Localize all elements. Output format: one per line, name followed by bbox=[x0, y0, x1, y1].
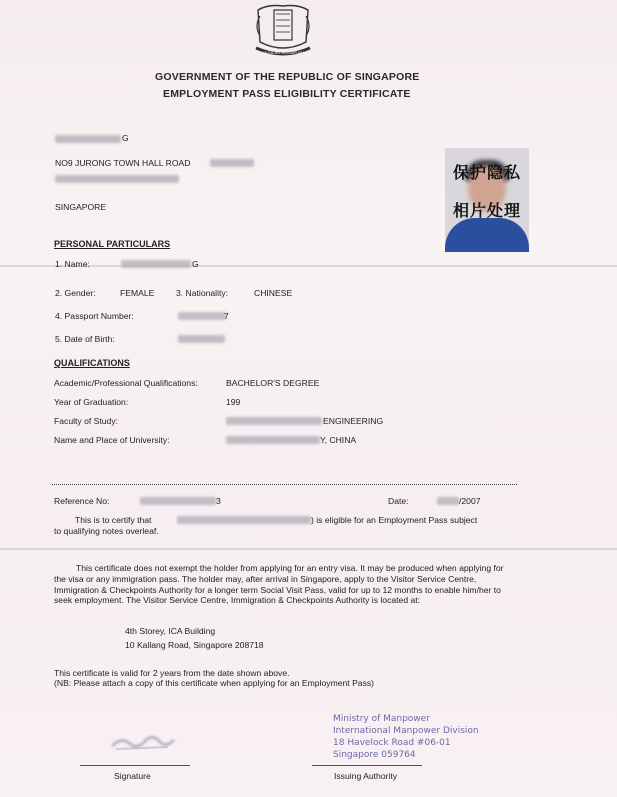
redacted-name bbox=[55, 135, 121, 143]
passport-suffix: 7 bbox=[224, 311, 229, 321]
university-value: Y, CHINA bbox=[320, 435, 357, 445]
issuing-authority-label: Issuing Authority bbox=[334, 771, 398, 781]
nationality-label: 3. Nationality: bbox=[176, 288, 229, 298]
date-value: /2007 bbox=[459, 496, 481, 506]
signature-label: Signature bbox=[114, 771, 151, 781]
personal-particulars-heading: PERSONAL PARTICULARS bbox=[54, 239, 171, 249]
address-street: NO9 JURONG TOWN HALL ROAD bbox=[55, 158, 191, 168]
validity-line2: (NB: Please attach a copy of this certificate when applying for an Employment Pass) bbox=[54, 678, 375, 688]
reference-suffix: 3 bbox=[216, 496, 221, 506]
dotted-separator bbox=[52, 484, 517, 485]
photo-caption-2: 相片处理 bbox=[452, 201, 521, 220]
ministry-line3: 18 Havelock Road #06-01 bbox=[333, 738, 451, 748]
fold-line bbox=[0, 265, 617, 267]
university-label: Name and Place of University: bbox=[54, 435, 170, 445]
redacted-dob bbox=[178, 335, 225, 343]
header-government: GOVERNMENT OF THE REPUBLIC OF SINGAPORE bbox=[155, 71, 420, 83]
ministry-line2: International Manpower Division bbox=[333, 726, 479, 736]
faculty-value: ENGINEERING bbox=[323, 416, 384, 426]
header-title: EMPLOYMENT PASS ELIGIBILITY CERTIFICATE bbox=[163, 88, 411, 100]
fold-line bbox=[0, 548, 617, 550]
validity-line1: This certificate is valid for 2 years from the date shown above. bbox=[54, 668, 290, 678]
authority-line bbox=[312, 765, 422, 766]
certify-prefix: This is to certify that bbox=[75, 515, 152, 525]
reference-label: Reference No: bbox=[54, 496, 110, 506]
redacted-street bbox=[210, 159, 254, 167]
year-value: 199 bbox=[226, 397, 241, 407]
redacted-address-line bbox=[55, 175, 179, 183]
photo-caption-1: 保护隐私 bbox=[452, 163, 521, 182]
redacted-date bbox=[437, 497, 459, 505]
signature-scribble-icon bbox=[108, 730, 178, 754]
ministry-line1: Ministry of Manpower bbox=[333, 714, 430, 724]
redacted-passport bbox=[178, 312, 226, 320]
academic-label: Academic/Professional Qualifications: bbox=[54, 378, 198, 388]
date-label: Date: bbox=[388, 496, 409, 506]
ica-address-line2: 10 Kallang Road, Singapore 208718 bbox=[125, 640, 264, 650]
svg-text:MAJULAH SINGAPURA: MAJULAH SINGAPURA bbox=[261, 50, 305, 55]
address-name-suffix: G bbox=[122, 133, 129, 143]
singapore-crest-icon bbox=[248, 2, 318, 60]
qualifications-heading: QUALIFICATIONS bbox=[54, 358, 130, 368]
name-suffix: G bbox=[192, 259, 199, 269]
certify-suffix: ) is eligible for an Employment Pass subject bbox=[311, 515, 478, 525]
gender-label: 2. Gender: bbox=[55, 288, 96, 298]
ministry-line4: Singapore 059764 bbox=[333, 750, 416, 760]
name-label: 1. Name: bbox=[55, 259, 90, 269]
nationality-value: CHINESE bbox=[254, 288, 293, 298]
redacted-holder bbox=[177, 516, 311, 524]
redacted-applicant-name bbox=[121, 260, 191, 268]
faculty-label: Faculty of Study: bbox=[54, 416, 119, 426]
applicant-photo bbox=[445, 148, 529, 252]
signature-line bbox=[80, 765, 190, 766]
dob-label: 5. Date of Birth: bbox=[55, 334, 115, 344]
ica-address-line1: 4th Storey, ICA Building bbox=[125, 626, 216, 636]
address-country: SINGAPORE bbox=[55, 202, 107, 212]
redacted-reference bbox=[140, 497, 216, 505]
redacted-university bbox=[226, 436, 320, 444]
certify-line2: to qualifying notes overleaf. bbox=[54, 526, 159, 536]
gender-value: FEMALE bbox=[120, 288, 155, 298]
ministry-stamp bbox=[333, 713, 479, 761]
passport-label: 4. Passport Number: bbox=[55, 311, 134, 321]
notes-paragraph: This certificate does not exempt the holder from applying for an entry visa. It may be produced when applying for the visa or any immigration pass. The holder may, after arrival in Singapore, apply to the Visitor Service Centre, Immigration & Checkpoints Authority for a longer term Social Visit Pass, valid for up to 12 months to enable him/her to seek employment. The Visitor Service Centre, Immigration & Checkpoints Authority is located at: bbox=[54, 563, 504, 606]
year-label: Year of Graduation: bbox=[54, 397, 129, 407]
redacted-faculty bbox=[226, 417, 322, 425]
academic-value: BACHELOR'S DEGREE bbox=[226, 378, 320, 388]
